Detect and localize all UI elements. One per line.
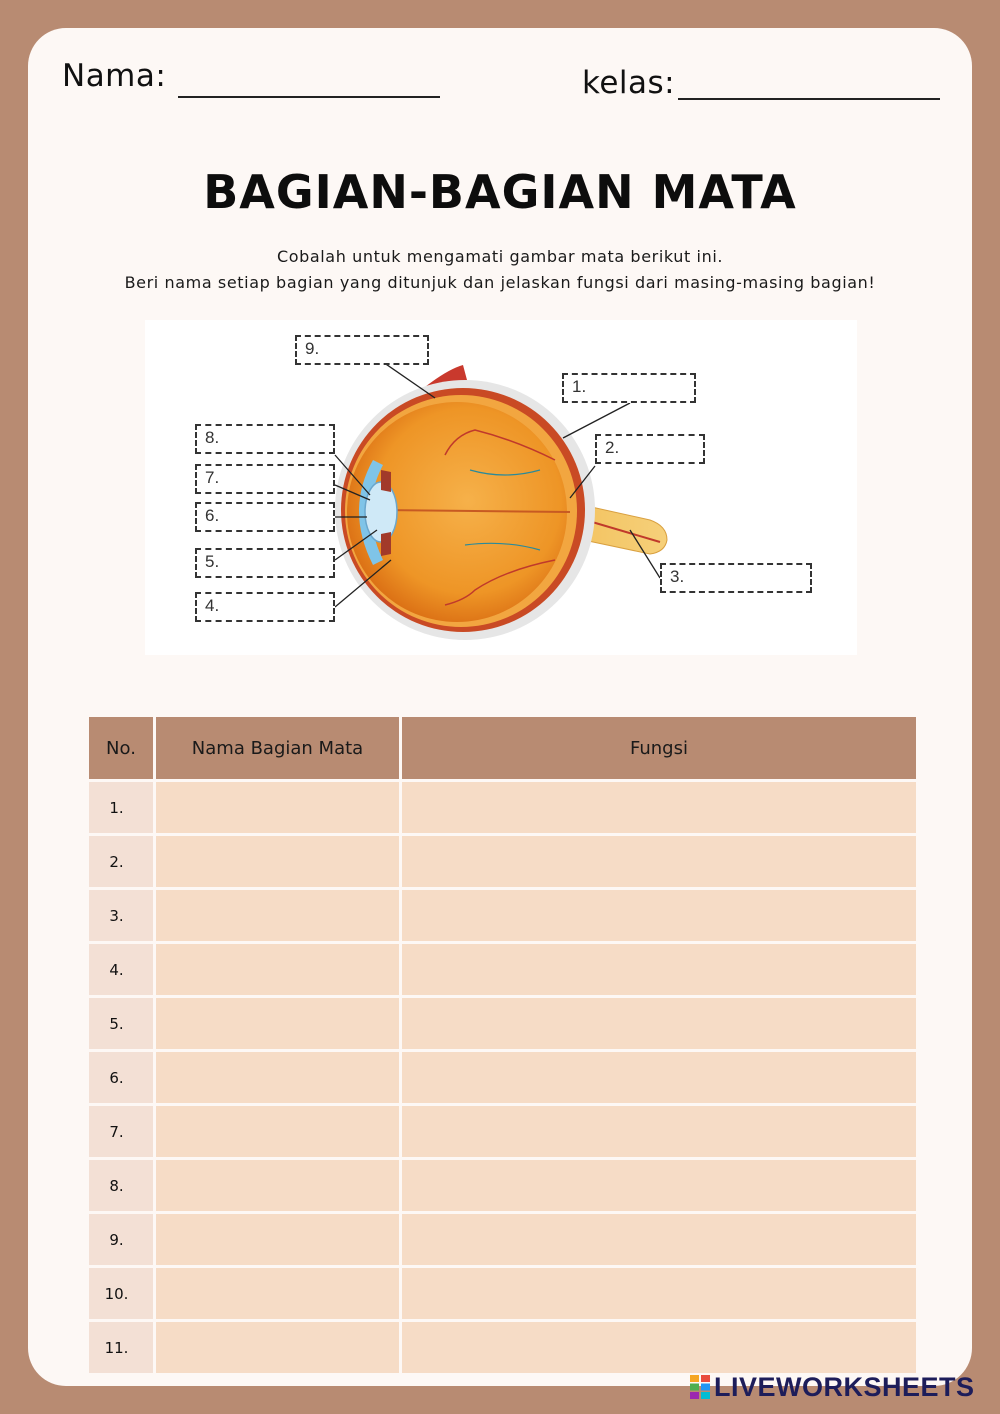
label-box-2-number: 2. (605, 438, 620, 457)
table-row (89, 890, 916, 941)
label-box-8-number: 8. (205, 428, 220, 447)
answer-table (86, 714, 919, 1376)
fungsi-cell[interactable] (402, 890, 916, 941)
label-box-5[interactable] (195, 548, 335, 578)
table-row (89, 1052, 916, 1103)
nama-cell[interactable] (156, 1160, 399, 1211)
label-box-6[interactable] (195, 502, 335, 532)
nama-label: Nama: (62, 58, 167, 94)
row-number: 11. (89, 1322, 153, 1373)
eye-diagram (145, 320, 857, 655)
fungsi-cell[interactable] (402, 998, 916, 1049)
fungsi-cell[interactable] (402, 944, 916, 995)
kelas-line[interactable] (678, 98, 940, 100)
header-nama-bagian: Nama Bagian Mata (156, 717, 399, 779)
label-box-8[interactable] (195, 424, 335, 454)
nama-line[interactable] (178, 96, 440, 98)
table-header-row (89, 717, 916, 779)
kelas-label: kelas: (582, 65, 676, 101)
fungsi-cell[interactable] (402, 1106, 916, 1157)
label-box-5-number: 5. (205, 552, 220, 571)
row-number: 7. (89, 1106, 153, 1157)
table-row (89, 998, 916, 1049)
nama-cell[interactable] (156, 944, 399, 995)
table-row (89, 836, 916, 887)
nama-cell[interactable] (156, 1322, 399, 1373)
nama-cell[interactable] (156, 1214, 399, 1265)
liveworksheets-wordmark: LIVEWORKSHEETS (714, 1372, 975, 1402)
label-box-7-number: 7. (205, 468, 220, 487)
nama-cell[interactable] (156, 836, 399, 887)
liveworksheets-logo-icon (690, 1375, 710, 1399)
fungsi-cell[interactable] (402, 1160, 916, 1211)
row-number: 10. (89, 1268, 153, 1319)
label-box-6-number: 6. (205, 506, 220, 525)
nama-cell[interactable] (156, 782, 399, 833)
label-box-4[interactable] (195, 592, 335, 622)
nama-cell[interactable] (156, 1052, 399, 1103)
row-number: 2. (89, 836, 153, 887)
table-row (89, 1322, 916, 1373)
label-box-2[interactable] (595, 434, 705, 464)
table-row (89, 1268, 916, 1319)
table-row (89, 1160, 916, 1211)
table-row (89, 1214, 916, 1265)
fungsi-cell[interactable] (402, 1052, 916, 1103)
label-box-4-number: 4. (205, 596, 220, 615)
instruction-line-2: Beri nama setiap bagian yang ditunjuk dan jelaskan fungsi dari masing-masing bagian! (124, 273, 876, 292)
label-box-3[interactable] (660, 563, 812, 593)
nama-cell[interactable] (156, 998, 399, 1049)
row-number: 8. (89, 1160, 153, 1211)
label-box-7[interactable] (195, 464, 335, 494)
label-box-1-number: 1. (572, 377, 587, 396)
header-fungsi: Fungsi (402, 717, 916, 779)
row-number: 5. (89, 998, 153, 1049)
liveworksheets-logo (690, 1372, 975, 1403)
row-number: 4. (89, 944, 153, 995)
nama-cell[interactable] (156, 1268, 399, 1319)
fungsi-cell[interactable] (402, 1268, 916, 1319)
label-box-1[interactable] (562, 373, 696, 403)
fungsi-cell[interactable] (402, 1322, 916, 1373)
header-no: No. (89, 717, 153, 779)
table-row (89, 1106, 916, 1157)
fungsi-cell[interactable] (402, 782, 916, 833)
label-box-9-number: 9. (305, 339, 320, 358)
label-box-9[interactable] (295, 335, 429, 365)
row-number: 9. (89, 1214, 153, 1265)
nama-cell[interactable] (156, 1106, 399, 1157)
fungsi-cell[interactable] (402, 1214, 916, 1265)
nama-cell[interactable] (156, 890, 399, 941)
label-box-3-number: 3. (670, 567, 685, 586)
table-row (89, 944, 916, 995)
fungsi-cell[interactable] (402, 836, 916, 887)
row-number: 1. (89, 782, 153, 833)
row-number: 6. (89, 1052, 153, 1103)
table-row (89, 782, 916, 833)
instruction-line-1: Cobalah untuk mengamati gambar mata berikut ini. (276, 247, 724, 266)
page-title: BAGIAN-BAGIAN MATA (203, 165, 797, 219)
row-number: 3. (89, 890, 153, 941)
